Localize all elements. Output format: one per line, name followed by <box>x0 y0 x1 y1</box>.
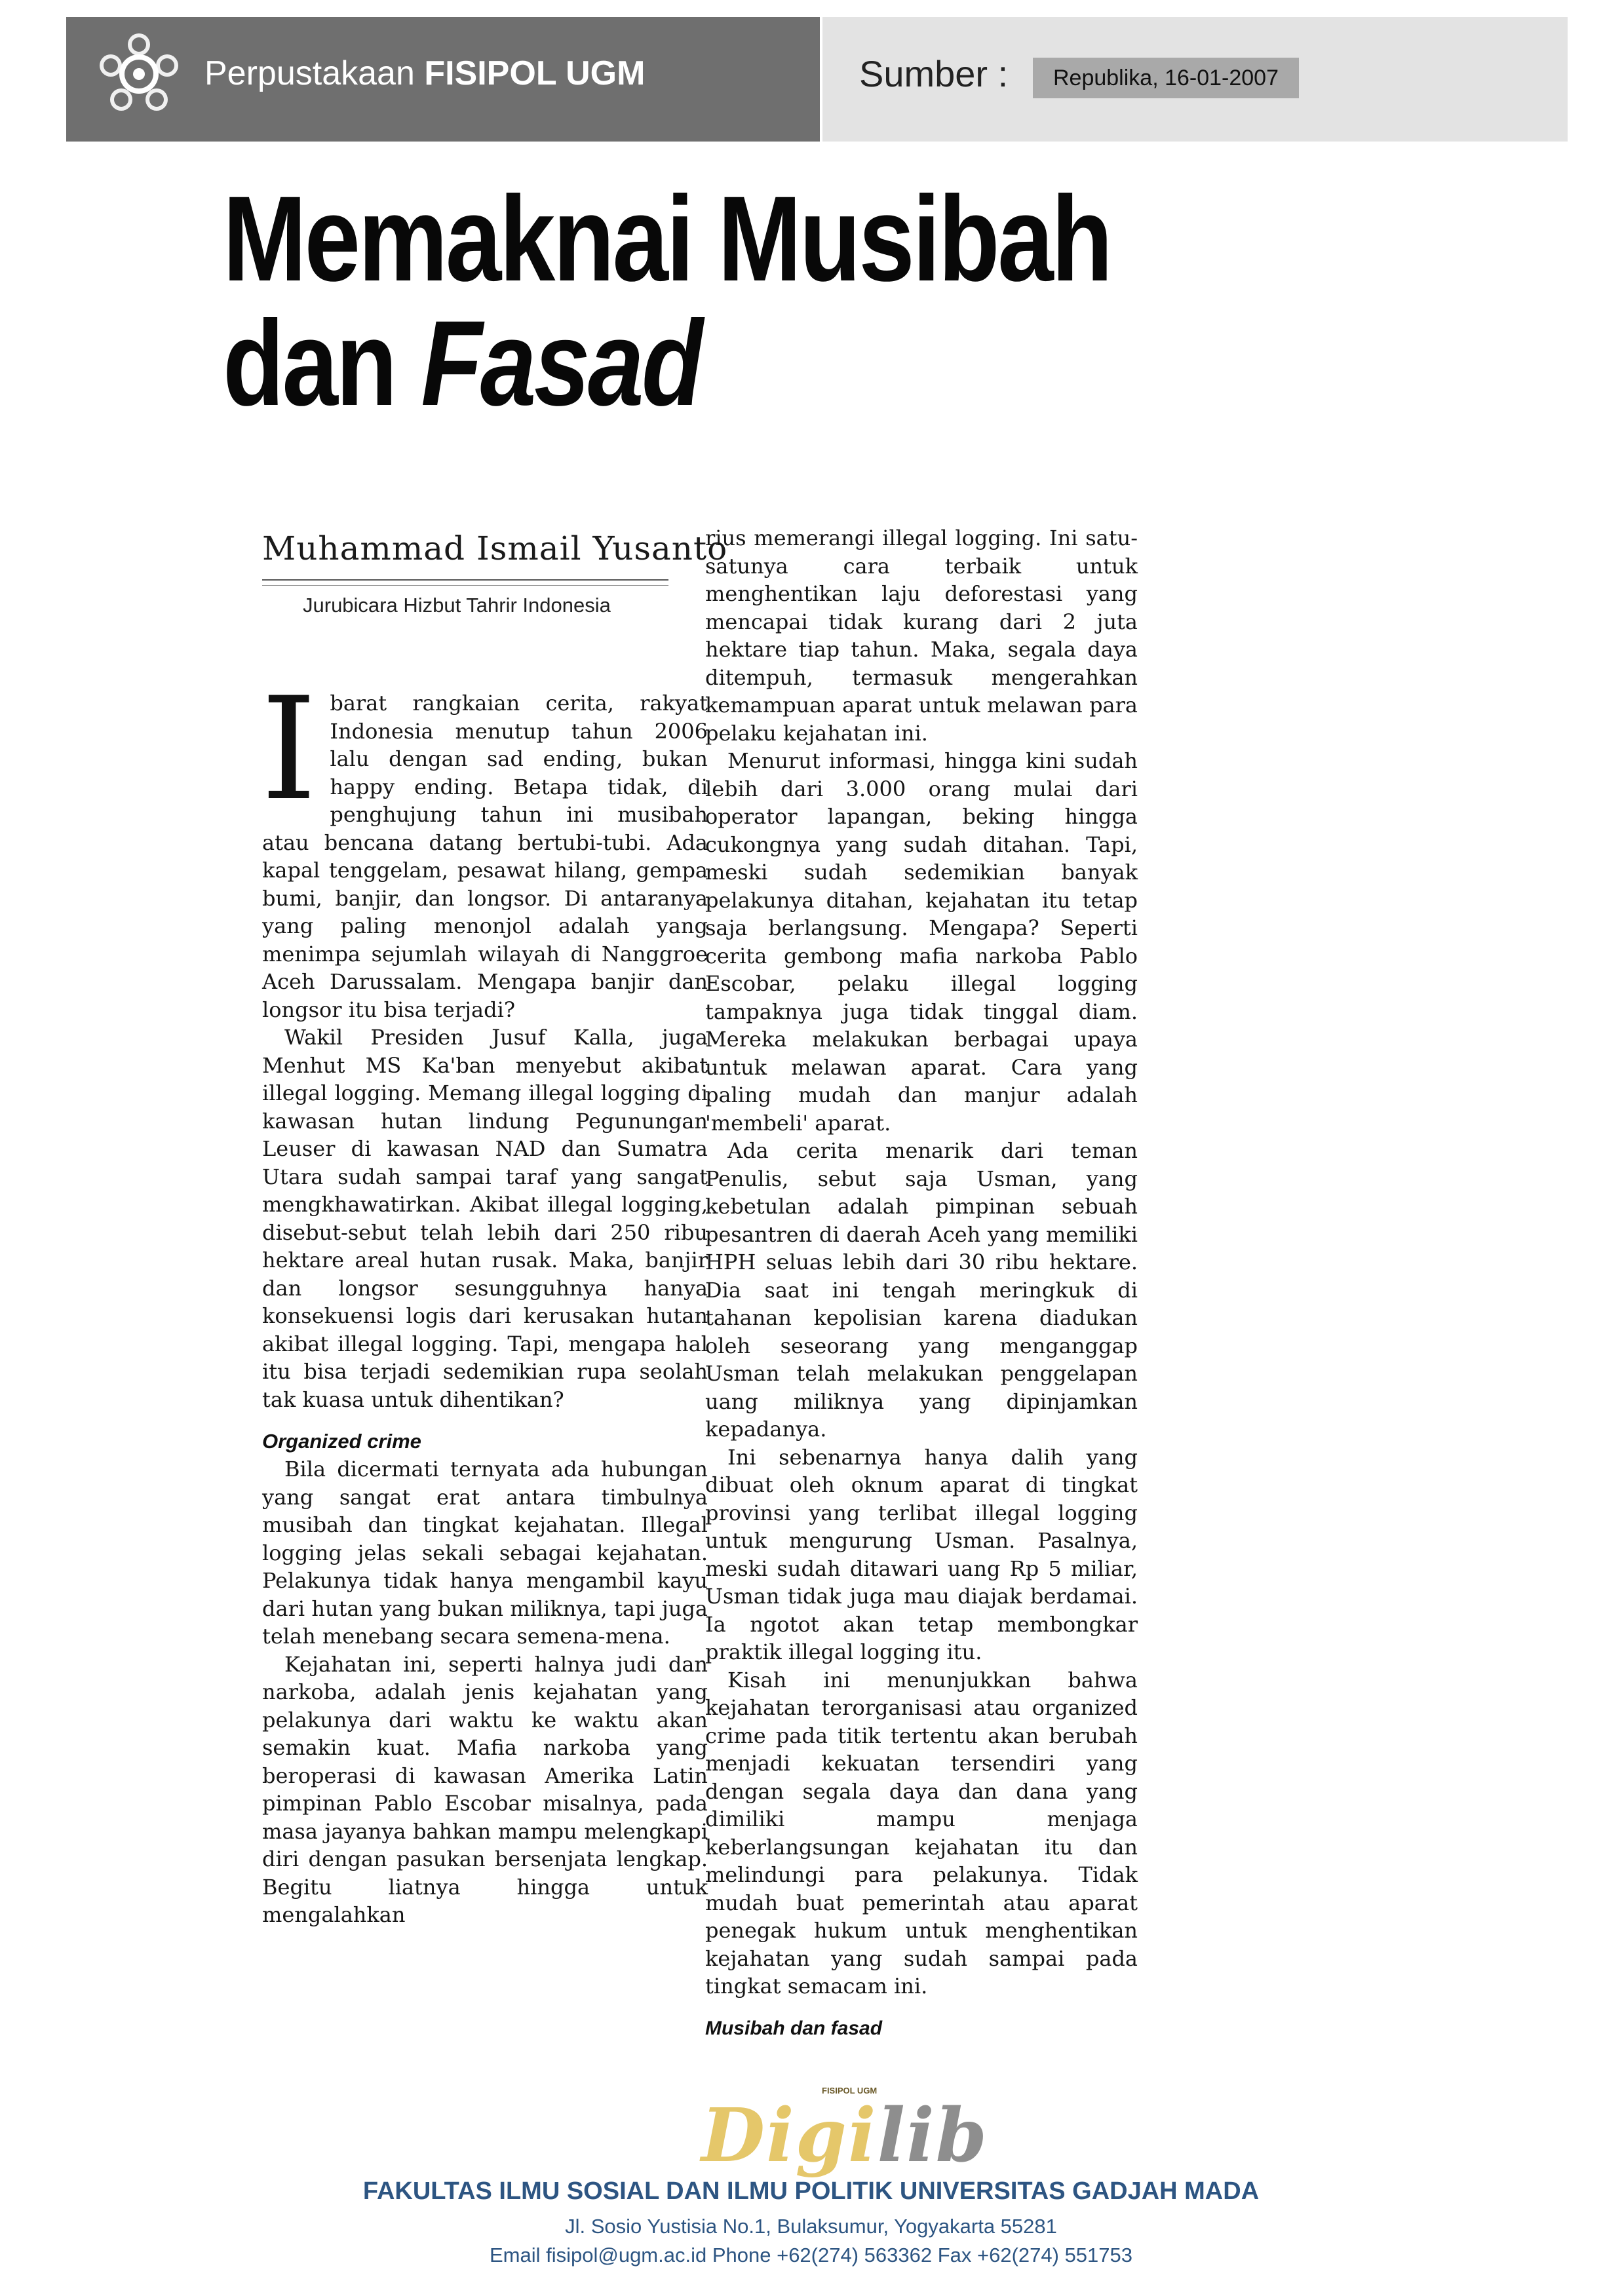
paragraph: Wakil Presiden Jusuf Kalla, juga Menhut MS Ka'ban menyebut akibat illegal logging. Memang illegal logging di kawasan hutan lindung Pegunungan Leuser di kawasan NAD dan Sumatra Utara sudah sampai taraf yang sangat mengkhawatirkan. Akibat illegal logging, disebut-sebut telah lebih dari 250 ribu hektare areal hutan rusak. Maka, banjir dan longsor sesungguhnya hanya konsekuensi logis dari kerusakan hutan akibat illegal logging. Tapi, mengapa hal itu bisa terjadi sedemikian rupa seolah tak kuasa untuk dihentikan? <box>262 1025 708 1412</box>
subheading-organized-crime: Organized crime <box>262 1430 421 1453</box>
paragraph: rius memerangi illegal logging. Ini satu-satunya cara terbaik untuk menghentikan laju deforestasi yang mencapai tidak kurang dari 2 juta hektare tiap tahun. Maka, segala daya ditempuh, termasuk mengerahkan kemampuan aparat untuk melawan para pelaku kejahatan ini. <box>705 526 1138 746</box>
author-divider <box>262 579 668 581</box>
footer-contact: Email fisipol@ugm.ac.id Phone +62(274) 563362 Fax +62(274) 551753 <box>489 2244 1133 2267</box>
digilib-logo-part-a: Digi <box>701 2093 878 2179</box>
article-column-2 <box>705 524 1138 2039</box>
drop-cap: I <box>261 667 317 832</box>
article-column-1 <box>261 667 708 2040</box>
digilib-logo <box>701 2093 988 2179</box>
source-label: Sumber : <box>859 53 1009 94</box>
article-headline <box>223 172 1148 431</box>
headline-line-1: Memaknai Musibah <box>223 172 1111 307</box>
author-name: Muhammad Ismail Yusanto <box>262 529 728 567</box>
footer-address: Jl. Sosio Yustisia No.1, Bulaksumur, Yogyakarta 55281 <box>565 2215 1057 2238</box>
headline-italic: Fasad <box>421 296 701 431</box>
digilib-caption: FISIPOL UGM <box>822 2086 878 2095</box>
paragraph: Kejahatan ini, seperti halnya judi dan narkoba, adalah jenis kejahatan yang pelakunya dari waktu ke waktu akan semakin kuat. Mafia narkoba yang beroperasi di kawasan Amerika Latin pimpinan Pablo Escobar misalnya, pada masa jayanya bahkan mampu melengkapi diri dengan pasukan bersenjata lengkap. Begitu liatnya hingga untuk mengalahkan <box>262 1651 708 1927</box>
column-1-text <box>261 667 708 1929</box>
ugm-seal-icon <box>96 31 182 117</box>
library-prefix: Perpustakaan <box>204 54 425 92</box>
paragraph: Menurut informasi, hingga kini sudah lebih dari 3.000 orang mulai dari operator lapangan, beking hingga cukongnya yang sudah ditahan. Tapi, meski sudah sedemikian banyak pelakunya ditahan, kejahatan itu tetap saja berlangsung. Mengapa? Seperti cerita gembong mafia narkoba Pablo Escobar, pelaku illegal logging tampaknya juga tidak tinggal diam. Mereka melakukan berbagai upaya untuk melawan aparat. Cara yang paling mudah dan manjur adalah 'membeli' aparat. <box>705 748 1138 1136</box>
paragraph: Bila dicermati ternyata ada hubungan yang sangat erat antara timbulnya musibah dan tingkat kejahatan. Illegal logging jelas sekali sebagai kejahatan. Pelakunya tidak hanya mengambil kayu dari hutan yang bukan miliknya, tapi juga telah menebang secara semena-mena. <box>262 1457 708 1649</box>
library-name <box>204 54 645 93</box>
paragraph: barat rangkaian cerita, rakyat Indonesia menutup tahun 2006 lalu dengan sad ending, bukan happy ending. Betapa tidak, di penghujung tahun ini musibah atau bencana datang bertubi-tubi. Ada kapal tenggelam, pesawat hilang, gempa bumi, banjir, dan longsor. Di antaranya yang paling menonjol adalah yang menimpa sejumlah wilayah di Nanggroe Aceh Darussalam. Mengapa banjir dan longsor itu bisa terjadi? <box>262 691 708 1022</box>
footer-faculty: FAKULTAS ILMU SOSIAL DAN ILMU POLITIK UNIVERSITAS GADJAH MADA <box>362 2177 1260 2205</box>
paragraph: Kisah ini menunjukkan bahwa kejahatan terorganisasi atau organized crime pada titik tertentu akan berubah menjadi kekuatan tersendiri yang dengan segala daya dan dana yang dimiliki mampu menjaga keberlangsungan kejahatan itu dan melindungi para pelakunya. Tidak mudah buat pemerintah atau aparat penegak hukum untuk menghentikan kejahatan yang sudah sampai pada tingkat semacam ini. <box>705 1667 1138 1999</box>
library-bold: FISIPOL UGM <box>424 54 646 92</box>
headline-line-2 <box>223 296 1148 431</box>
author-divider-thin <box>262 585 668 586</box>
digilib-logo-part-b: lib <box>877 2093 988 2179</box>
paragraph: Ada cerita menarik dari teman Penulis, sebut saja Usman, yang kebetulan adalah pimpinan sebuah pesantren di daerah Aceh yang memiliki HPH seluas lebih dari 30 ribu hektare. Dia saat ini tengah meringkuk di tahanan kepolisian karena diadukan oleh seseorang yang menganggap Usman telah melakukan penggelapan uang miliknya yang dipinjamkan kepadanya. <box>705 1138 1138 1442</box>
headline-plain: dan <box>223 296 421 431</box>
subheading-musibah-dan-fasad: Musibah dan fasad <box>705 2017 883 2039</box>
author-role: Jurubicara Hizbut Tahrir Indonesia <box>303 594 611 617</box>
source-value: Republika, 16-01-2007 <box>1033 58 1299 98</box>
column-2-text <box>705 524 1138 2042</box>
paragraph: Ini sebenarnya hanya dalih yang dibuat oleh oknum aparat di tingkat provinsi yang terlibat illegal logging untuk mengurung Usman. Pasalnya, meski sudah ditawari uang Rp 5 miliar, Usman tidak juga mau diajak berdamai. Ia ngotot akan tetap membongkar praktik illegal logging itu. <box>705 1444 1138 1664</box>
